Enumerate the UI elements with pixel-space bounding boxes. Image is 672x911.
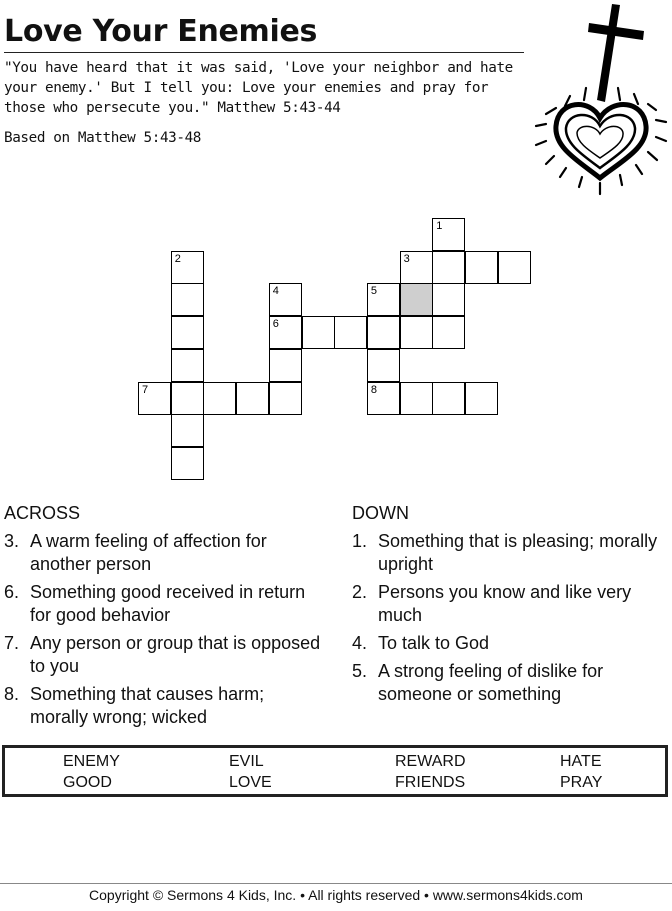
crossword-cell[interactable] <box>367 316 400 349</box>
across-clues <box>4 502 324 734</box>
word-bank-item: REWARD <box>395 753 466 770</box>
crossword-cell[interactable] <box>432 283 465 316</box>
cell-number: 8 <box>370 383 378 396</box>
crossword-cell[interactable] <box>432 316 465 349</box>
crossword-cell[interactable] <box>400 382 433 415</box>
cell-number: 3 <box>403 252 410 265</box>
cell-number: 4 <box>272 285 279 298</box>
scripture-verse: "You have heard that it was said, 'Love your neighbor and hate your enemy.' But I tell you: Love your enemies and pray for those who persecute you." Matthew 5:43-44 <box>4 60 513 116</box>
crossword-cell[interactable] <box>367 283 400 316</box>
crossword-cell[interactable] <box>171 251 204 284</box>
crossword-cell[interactable] <box>302 316 335 349</box>
word-bank-item: EVIL <box>229 753 264 770</box>
across-heading: ACROSS <box>4 503 81 523</box>
across-clue: 3. A warm feeling of affection for another person <box>4 531 267 574</box>
crossword-cell[interactable] <box>269 316 302 349</box>
crossword-cell-shaded <box>400 283 433 316</box>
down-clues <box>352 502 672 711</box>
word-bank-item: HATE <box>560 753 602 770</box>
title-divider <box>4 52 524 53</box>
word-bank-item: ENEMY <box>63 753 120 770</box>
page-title: Love Your Enemies <box>4 14 318 49</box>
across-clue: 6. Something good received in return for good behavior <box>4 582 306 625</box>
down-clue: 4. To talk to God <box>352 633 490 653</box>
crossword-cell[interactable] <box>334 316 367 349</box>
crossword-cell[interactable] <box>465 382 498 415</box>
crossword-cell[interactable] <box>400 251 433 284</box>
crossword-cell[interactable] <box>400 316 433 349</box>
crossword-cell[interactable] <box>269 283 302 316</box>
word-bank-item: LOVE <box>229 774 272 791</box>
crossword-cell[interactable] <box>432 218 465 251</box>
cell-number: 7 <box>142 383 149 396</box>
crossword-cell[interactable] <box>138 382 171 415</box>
crossword-cell[interactable] <box>465 251 498 284</box>
crossword-cell[interactable] <box>367 349 400 382</box>
crossword-cell[interactable] <box>171 414 204 447</box>
word-bank-item: FRIENDS <box>395 774 466 791</box>
down-clue: 5. A strong feeling of dislike for someone or something <box>352 661 604 704</box>
crossword-cell[interactable] <box>171 382 204 415</box>
word-bank <box>2 745 668 797</box>
across-clue: 7. Any person or group that is opposed to you <box>4 633 321 676</box>
cell-number: 2 <box>174 252 181 265</box>
crossword-cell[interactable] <box>171 349 204 382</box>
crossword-cell[interactable] <box>236 382 269 415</box>
based-on-reference: Based on Matthew 5:43-48 <box>4 130 201 146</box>
crossword-cell[interactable] <box>171 447 204 480</box>
crossword-cell[interactable] <box>171 316 204 349</box>
cross-and-heart-icon <box>532 0 672 200</box>
crossword-cell[interactable] <box>269 382 302 415</box>
cell-number: 6 <box>272 318 279 331</box>
crossword-cell[interactable] <box>498 251 531 284</box>
footer-divider <box>0 883 672 884</box>
crossword-cell[interactable] <box>269 349 302 382</box>
crossword-cell[interactable] <box>367 382 400 415</box>
crossword-cell[interactable] <box>432 251 465 284</box>
crossword-cell[interactable] <box>203 382 236 415</box>
down-heading: DOWN <box>352 503 409 523</box>
word-bank-item: GOOD <box>63 774 112 791</box>
word-bank-item: PRAY <box>560 774 603 791</box>
crossword-cell[interactable] <box>171 283 204 316</box>
down-clue: 2. Persons you know and like very much <box>352 582 632 625</box>
copyright-footer: Copyright © Sermons 4 Kids, Inc. • All rights reserved • www.sermons4kids.com <box>89 887 583 903</box>
crossword-cell[interactable] <box>432 382 465 415</box>
down-clue: 1. Something that is pleasing; morally upright <box>352 531 658 574</box>
across-clue: 8. Something that causes harm; morally wrong; wicked <box>4 684 265 727</box>
cell-number: 1 <box>436 220 443 232</box>
cell-number: 5 <box>370 285 378 298</box>
